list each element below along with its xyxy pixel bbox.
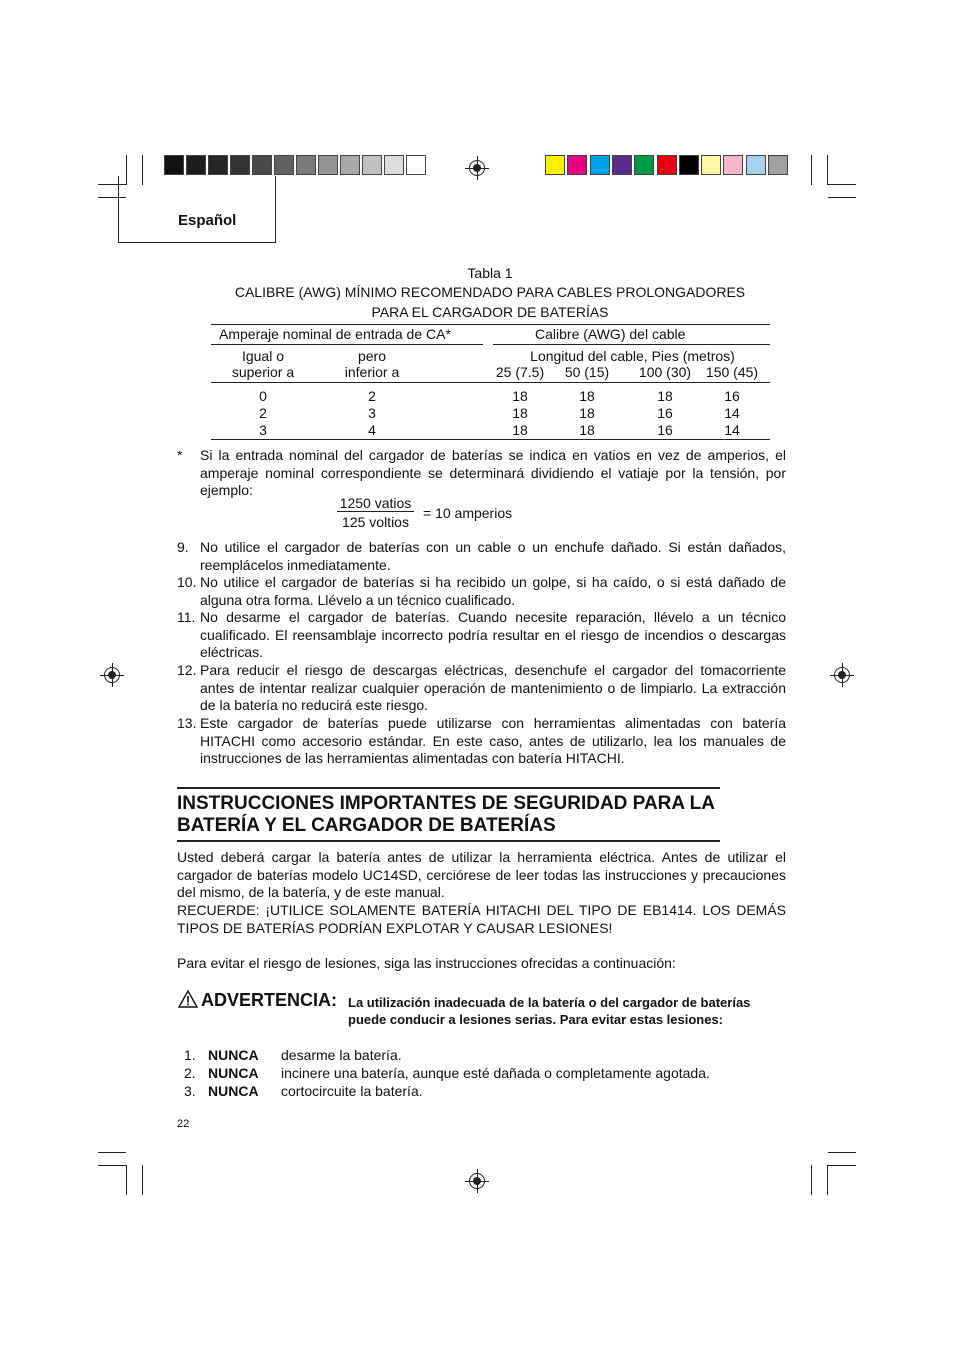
color-swatch: [723, 155, 743, 175]
color-swatch: [590, 155, 610, 175]
section-heading-line2: BATERÍA Y EL CARGADOR DE BATERÍAS: [177, 815, 556, 836]
recuerde-paragraph: RECUERDE: ¡UTILICE SOLAMENTE BATERÍA HITACHI DEL TIPO DE EB1414. LOS DEMÁS TIPOS DE BATERÍAS PODRÍAN EXPLOTAR Y CAUSAR LESIONES!: [177, 902, 786, 936]
gray-swatch: [406, 155, 426, 175]
item-number: 10.: [177, 574, 197, 590]
item-number: 11.: [177, 609, 196, 625]
nunca-text: desarme la batería.: [281, 1047, 402, 1063]
nunca-number: 2.: [184, 1065, 196, 1081]
color-swatch: [567, 155, 587, 175]
crop-mark: [828, 1165, 856, 1166]
intro-paragraph: Usted deberá cargar la batería antes de utilizar la herramienta eléctrica. Antes de utilizar el cargador de baterías modelo UC14SD, cerciórese de leer todas las instrucciones y precauciones del mismo, de la batería, y de este manual.: [177, 849, 786, 901]
nunca-word: NUNCA: [208, 1065, 259, 1081]
nunca-item: [184, 1083, 423, 1099]
nunca-word: NUNCA: [208, 1047, 259, 1063]
table-top-rule: [211, 324, 770, 325]
color-swatch: [679, 155, 699, 175]
nunca-number: 3.: [184, 1083, 196, 1099]
warning-line2: puede conducir a lesiones serias. Para evitar estas lesiones:: [348, 1012, 724, 1027]
crop-mark: [811, 1165, 812, 1195]
table-cell: 16: [657, 405, 673, 421]
table-cell: 3: [259, 422, 267, 438]
table-cell: 18: [512, 422, 528, 438]
table-cell: 18: [512, 388, 528, 404]
table-title-line2: PARA EL CARGADOR DE BATERÍAS: [371, 304, 609, 320]
length-header: Longitud del cable, Pies (metros): [530, 348, 735, 364]
gray-swatch: [230, 155, 250, 175]
gray-swatch: [384, 155, 404, 175]
item-number: 13.: [177, 715, 197, 731]
heading-top-rule: [177, 787, 720, 789]
registration-mark-icon: [469, 1173, 485, 1189]
color-swatch: [612, 155, 632, 175]
table-cell: 4: [368, 422, 376, 438]
gray-swatch: [318, 155, 338, 175]
crop-mark: [98, 1152, 126, 1153]
nunca-number: 1.: [184, 1047, 196, 1063]
crop-mark: [811, 155, 812, 185]
table-group-right-header: Calibre (AWG) del cable: [535, 326, 686, 342]
item-text: No utilice el cargador de baterías si ha recibido un golpe, si ha caído, o si está dañado de alguna otra forma. Llévelo a un técnico cualificado.: [200, 574, 786, 608]
registration-mark-icon: [104, 667, 120, 683]
fraction-denominator: 125 voltios: [342, 514, 409, 530]
gray-swatch: [186, 155, 206, 175]
registration-mark-icon: [469, 160, 485, 176]
col1-header-b: superior a: [231, 364, 295, 380]
crop-mark: [827, 155, 828, 185]
table-cell: 18: [579, 388, 595, 404]
footnote-mark: *: [177, 447, 183, 463]
table-cell: 18: [579, 422, 595, 438]
col2-header-a: pero: [357, 348, 387, 364]
table-cell: 16: [657, 422, 673, 438]
table-cell: 3: [368, 405, 376, 421]
language-label: Español: [178, 212, 237, 229]
gray-swatch: [362, 155, 382, 175]
language-tab-box: [118, 176, 276, 243]
color-swatch: [746, 155, 766, 175]
follow-paragraph: Para evitar el riesgo de lesiones, siga las instrucciones ofrecidas a continuación:: [177, 955, 676, 971]
crop-mark: [828, 184, 856, 185]
table-bottom-rule: [211, 439, 770, 440]
gray-swatch: [340, 155, 360, 175]
item-text: No utilice el cargador de baterías con un cable o un enchufe dañado. Si están dañados, reemplácelos inmediatamente.: [200, 539, 786, 573]
gray-swatch: [208, 155, 228, 175]
crop-mark: [827, 1165, 828, 1195]
item-number: 12.: [177, 662, 197, 678]
item-number: 9.: [177, 539, 189, 555]
table-cell: 2: [259, 405, 267, 421]
crop-mark: [98, 1165, 126, 1166]
nunca-item: [184, 1065, 710, 1081]
length-col-25: 25 (7.5): [495, 364, 545, 380]
length-col-50: 50 (15): [564, 364, 610, 380]
item-text: No desarme el cargador de baterías. Cuando necesite reparación, llévelo a un técnico cualificado. El reensamblaje incorrecto podría resultar en el riesgo de incendios o descargas eléctricas.: [200, 609, 786, 661]
color-swatch: [701, 155, 721, 175]
nunca-item: [184, 1047, 402, 1063]
table-group-rule-right: [493, 344, 770, 345]
table-cell: 18: [512, 405, 528, 421]
gray-swatch: [252, 155, 272, 175]
table-cell: 16: [724, 388, 740, 404]
color-swatch: [545, 155, 565, 175]
warning-line1: La utilización inadecuada de la batería o del cargador de baterías: [348, 995, 751, 1010]
table-cell: 18: [657, 388, 673, 404]
length-col-150: 150 (45): [705, 364, 759, 380]
gray-swatch: [164, 155, 184, 175]
page-number: 22: [177, 1118, 190, 1130]
nunca-text: cortocircuite la batería.: [281, 1083, 423, 1099]
fraction-result: = 10 amperios: [423, 505, 513, 521]
color-swatch: [657, 155, 677, 175]
color-swatch: [634, 155, 654, 175]
registration-mark-icon: [834, 667, 850, 683]
length-col-100: 100 (30): [638, 364, 692, 380]
item-text: Para reducir el riesgo de descargas eléctricas, desenchufe el cargador del tomacorriente antes de intentar realizar cualquier operación de mantenimiento o de limpiarlo. La extracción de la batería no reducirá este riesgo.: [200, 662, 786, 714]
crop-mark: [142, 1165, 143, 1195]
table-cell: 2: [368, 388, 376, 404]
gray-swatch: [296, 155, 316, 175]
color-swatch: [768, 155, 788, 175]
table-header-rule: [211, 382, 770, 383]
warning-title: ADVERTENCIA:: [201, 990, 338, 1010]
table-caption: Tabla 1: [467, 265, 513, 281]
col1-header-a: Igual o: [241, 348, 285, 364]
table-cell: 0: [259, 388, 267, 404]
crop-mark: [828, 197, 856, 198]
nunca-word: NUNCA: [208, 1083, 259, 1099]
heading-bottom-rule: [177, 840, 720, 842]
fraction-numerator: 1250 vatios: [337, 495, 414, 512]
table-group-left-header: Amperaje nominal de entrada de CA*: [219, 326, 451, 342]
table-cell: 14: [724, 405, 740, 421]
item-text: Este cargador de baterías puede utilizarse con herramientas alimentadas con batería HITACHI como accesorio estándar. En este caso, antes de utilizarlo, lea los manuales de instrucciones de las herramientas alimentadas con batería HITACHI.: [200, 715, 786, 767]
table-cell: 14: [724, 422, 740, 438]
crop-mark: [828, 1152, 856, 1153]
section-heading-line1: INSTRUCCIONES IMPORTANTES DE SEGURIDAD PARA LA: [177, 793, 716, 814]
table-cell: 18: [579, 405, 595, 421]
col2-header-b: inferior a: [344, 364, 400, 380]
table-title-line1: CALIBRE (AWG) MÍNIMO RECOMENDADO PARA CABLES PROLONGADORES: [234, 284, 746, 300]
footnote-text: Si la entrada nominal del cargador de baterías se indica en vatios en vez de amperios, el amperaje nominal correspondiente se determinará dividiendo el vatiaje por la tensión, por ejemplo:: [200, 447, 786, 499]
table-group-rule-left: [211, 344, 483, 345]
nunca-text: incinere una batería, aunque esté dañada o completamente agotada.: [281, 1065, 710, 1081]
warning-triangle-icon: [178, 990, 198, 1008]
gray-swatch: [274, 155, 294, 175]
crop-mark: [126, 1165, 127, 1195]
